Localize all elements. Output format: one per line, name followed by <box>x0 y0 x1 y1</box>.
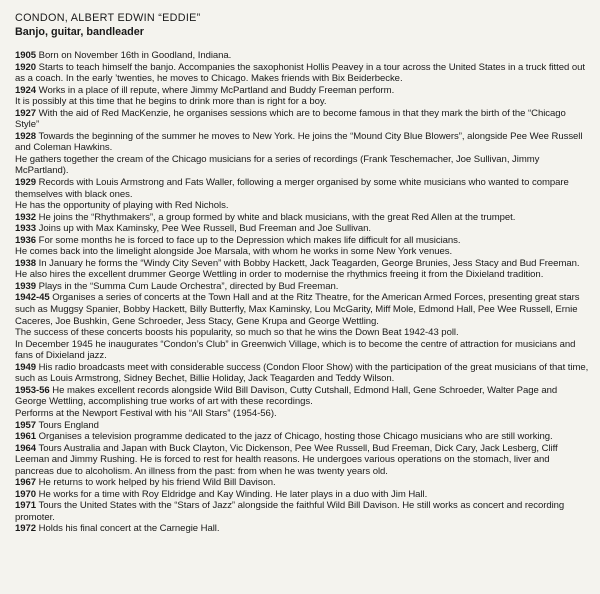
entry-text: He returns to work helped by his friend Wild Bill Davison. <box>38 477 276 489</box>
entry-text: Performs at the Newport Festival with his “All Stars” (1954-56). <box>15 407 277 419</box>
timeline-entry <box>15 258 591 281</box>
timeline-entry <box>15 235 591 247</box>
timeline-note <box>15 246 591 258</box>
entry-text: In January he forms the “Windy City Seven” with Bobby Hackett, Jack Teagarden, George Brunies, Jess Stacy and Bud Freeman. He also hires the excellent drummer George Wettling in order to modernise the rhythmics freeing it from the Dixieland tradition. <box>15 257 580 281</box>
timeline-entry <box>15 362 591 385</box>
entry-text: Works in a place of ill repute, where Jimmy McPartland and Buddy Freeman perform. <box>38 84 395 96</box>
entry-text: He makes excellent records alongside Wild Bill Davison, Cutty Cutshall, Edmond Hall, Gene Schroeder, Walter Page and George Wettling, accomplishing true works of art with these recordings. <box>15 384 558 408</box>
entry-year: 1957 <box>15 419 37 431</box>
entry-year: 1936 <box>15 234 37 246</box>
entry-text: Towards the beginning of the summer he moves to New York. He joins the “Mound City Blue Blowers”, alongside Pee Wee Russell and Coleman Hawkins. <box>15 130 583 154</box>
entry-year: 1924 <box>15 84 37 96</box>
biography-timeline <box>15 50 591 535</box>
entry-text: Tours the United States with the “Stars of Jazz” alongside the faithful Wild Bill Davison. He still works as concert and recording promoter. <box>15 500 565 523</box>
entry-text: Organises a television programme dedicated to the jazz of Chicago, hosting those Chicago musicians who are still working. <box>38 431 553 443</box>
entry-text: He has the opportunity of playing with Red Nichols. <box>15 200 229 212</box>
timeline-entry <box>15 212 591 224</box>
timeline-entry <box>15 85 591 97</box>
entry-text: Tours England <box>38 419 99 431</box>
timeline-note <box>15 200 591 212</box>
entry-year: 1927 <box>15 107 37 119</box>
entry-year: 1933 <box>15 223 37 235</box>
entry-year: 1971 <box>15 500 37 512</box>
timeline-entry <box>15 431 591 443</box>
entry-year: 1949 <box>15 361 37 373</box>
entry-text: Records with Louis Armstrong and Fats Waller, following a merger organised by some white musicians who wanted to compare themselves with black ones. <box>15 177 569 200</box>
entry-text: With the aid of Red MacKenzie, he organises sessions which are to become famous in that they mark the birth of the “Chicago Style” <box>15 107 566 131</box>
timeline-entry <box>15 50 591 62</box>
entry-year: 1938 <box>15 257 37 269</box>
timeline-entry <box>15 523 591 535</box>
entry-year: 1932 <box>15 211 37 223</box>
entry-year: 1929 <box>15 177 37 189</box>
timeline-entry <box>15 62 591 85</box>
entry-year: 1939 <box>15 280 37 292</box>
timeline-entry <box>15 281 591 293</box>
entry-text: He gathers together the cream of the Chicago musicians for a series of recordings (Frank Teschemacher, Joe Sullivan, Jimmy McPartland). <box>15 153 540 177</box>
timeline-note <box>15 339 591 362</box>
entry-year: 1905 <box>15 50 37 61</box>
entry-year: 1928 <box>15 130 37 142</box>
artist-name: CONDON, ALBERT EDWIN “EDDIE” <box>15 12 201 24</box>
timeline-entry <box>15 477 591 489</box>
entry-text: Born on November 16th in Goodland, Indiana. <box>38 50 232 61</box>
timeline-entry <box>15 500 591 523</box>
artist-roles: Banjo, guitar, bandleader <box>15 26 144 38</box>
biography-page <box>15 12 591 535</box>
entry-text: He comes back into the limelight alongside Joe Marsala, with whom he works in some New York venues. <box>15 246 453 258</box>
entry-text: The success of these concerts boosts his popularity, so much so that he wins the Down Beat 1942-43 poll. <box>15 327 459 339</box>
timeline-entry <box>15 443 591 478</box>
entry-text: Organises a series of concerts at the Town Hall and at the Ritz Theatre, for the American Armed Forces, presenting great stars such as Muggsy Spanier, Bobby Hackett, Billy Butterfly, Max Kaminsky, Lou McGarity, Miff Mole, Edmond Hall, Pee Wee Russell, Ernie Caceres, Joe Bushkin, Gene Schroeder, Jess Stacy, Gene Krupa and George Wettling. <box>15 292 580 327</box>
entry-text: For some months he is forced to face up to the Depression which makes life difficult for all musicians. <box>38 234 461 246</box>
entry-year: 1970 <box>15 488 37 500</box>
timeline-note <box>15 96 591 108</box>
timeline-note <box>15 154 591 177</box>
entry-text: Plays in the “Summa Cum Laude Orchestra”, directed by Bud Freeman. <box>38 280 339 292</box>
entry-text: In December 1945 he inaugurates “Condon’s Club” in Greenwich Village, which is to become the centre of attraction for musicians and fans of Dixieland jazz. <box>15 338 576 362</box>
timeline-note <box>15 408 591 420</box>
entry-text: His radio broadcasts meet with considerable success (Condon Floor Show) with the participation of the great musicians of that time, such as Louis Armstrong, Sidney Bechet, Billie Holiday, Jack Teagarden and Teddy Wilson. <box>15 361 589 385</box>
timeline-note <box>15 327 591 339</box>
entry-year: 1920 <box>15 61 37 73</box>
entry-year: 1964 <box>15 442 37 454</box>
entry-text: Starts to teach himself the banjo. Accompanies the saxophonist Hollis Peavey in a tour across the United States in a truck fitted out as a coach. In the early ’twenties, he moves to Chicago. Makes friends with Bix Beiderbecke. <box>15 61 585 85</box>
entry-text: It is possibly at this time that he begins to drink more than is right for a boy. <box>15 96 327 108</box>
entry-text: Holds his final concert at the Carnegie Hall. <box>38 523 220 535</box>
timeline-entry <box>15 385 591 408</box>
entry-year: 1953-56 <box>15 384 50 396</box>
timeline-entry <box>15 108 591 131</box>
timeline-entry <box>15 223 591 235</box>
timeline-entry <box>15 177 591 200</box>
timeline-entry <box>15 131 591 154</box>
entry-year: 1972 <box>15 523 37 535</box>
timeline-entry <box>15 292 591 327</box>
entry-year: 1967 <box>15 477 37 489</box>
entry-year: 1942-45 <box>15 292 50 304</box>
entry-text: Joins up with Max Kaminsky, Pee Wee Russell, Bud Freeman and Joe Sullivan. <box>38 223 372 235</box>
timeline-entry <box>15 420 591 432</box>
entry-text: He works for a time with Roy Eldridge and Kay Winding. He later plays in a duo with Jim Hall. <box>38 488 428 500</box>
entry-year: 1961 <box>15 431 37 443</box>
entry-text: He joins the “Rhythmakers”, a group formed by white and black musicians, with the great Red Allen at the trumpet. <box>38 211 516 223</box>
entry-text: Tours Australia and Japan with Buck Clayton, Vic Dickenson, Pee Wee Russell, Bud Freeman, Dick Cary, Jack Lesberg, Cliff Leeman and Jimmy Rushing. He is forced to rest for health reasons. He undergoes various operations on the stomach, liver and pancreas due to alcoholism. An illness from the past: from when he was twenty years old. <box>15 442 558 477</box>
timeline-entry <box>15 489 591 501</box>
